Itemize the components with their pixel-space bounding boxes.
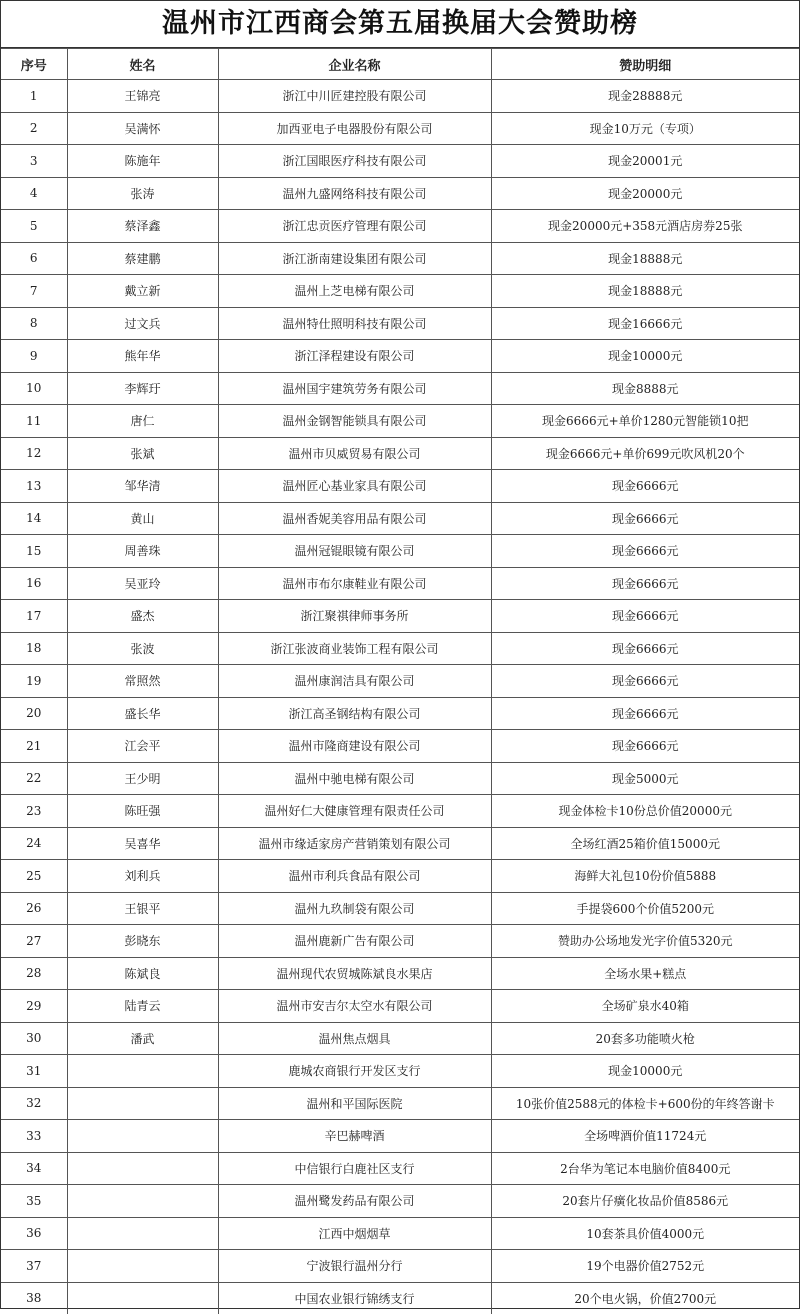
cell-detail: 现金10000元 xyxy=(491,1055,799,1088)
cell-company: 温州市缘适家房产营销策划有限公司 xyxy=(218,827,491,860)
cell-detail: 现金18888元 xyxy=(491,275,799,308)
cell-detail: 现金6666元 xyxy=(491,665,799,698)
cell-no: 26 xyxy=(1,892,67,925)
table-row xyxy=(1,340,799,373)
cell-company: 浙江忠贡医疗管理有限公司 xyxy=(218,210,491,243)
cell-no: 23 xyxy=(1,795,67,828)
table-row xyxy=(1,437,799,470)
table-row xyxy=(1,990,799,1023)
table-row xyxy=(1,242,799,275)
table-row xyxy=(1,860,799,893)
cell-name: 陈施年 xyxy=(67,145,218,178)
cell-detail: 现金6666元 xyxy=(491,632,799,665)
cell-name: 盛长华 xyxy=(67,697,218,730)
cell-name: 王银平 xyxy=(67,892,218,925)
cell-detail: 现金6666元 xyxy=(491,535,799,568)
cell-detail: 现金18888元 xyxy=(491,242,799,275)
cell-name: 蔡泽鑫 xyxy=(67,210,218,243)
cell-no: 38 xyxy=(1,1282,67,1314)
table-row xyxy=(1,892,799,925)
cell-no: 35 xyxy=(1,1185,67,1218)
cell-detail: 全场红酒25箱价值15000元 xyxy=(491,827,799,860)
table-row xyxy=(1,307,799,340)
table-row xyxy=(1,1250,799,1283)
cell-company: 温州特仕照明科技有限公司 xyxy=(218,307,491,340)
cell-detail: 全场水果+糕点 xyxy=(491,957,799,990)
cell-company: 浙江高圣钢结构有限公司 xyxy=(218,697,491,730)
cell-detail: 2台华为笔记本电脑价值8400元 xyxy=(491,1152,799,1185)
cell-detail: 现金6666元+单价699元吹风机20个 xyxy=(491,437,799,470)
cell-no: 17 xyxy=(1,600,67,633)
cell-no: 14 xyxy=(1,502,67,535)
cell-company: 温州国宇建筑劳务有限公司 xyxy=(218,372,491,405)
cell-detail: 全场啤酒价值11724元 xyxy=(491,1120,799,1153)
cell-name xyxy=(67,1185,218,1218)
cell-no: 13 xyxy=(1,470,67,503)
cell-detail: 现金20000元+358元酒店房券25张 xyxy=(491,210,799,243)
cell-company: 温州匠心基业家具有限公司 xyxy=(218,470,491,503)
cell-name: 邹华清 xyxy=(67,470,218,503)
table-row xyxy=(1,210,799,243)
column-header-no: 序号 xyxy=(1,49,67,80)
cell-detail: 全场矿泉水40箱 xyxy=(491,990,799,1023)
cell-detail: 10张价值2588元的体检卡+600份的年终答谢卡 xyxy=(491,1087,799,1120)
cell-company: 温州市利兵食品有限公司 xyxy=(218,860,491,893)
cell-company: 鹿城农商银行开发区支行 xyxy=(218,1055,491,1088)
cell-company: 温州现代农贸城陈斌良水果店 xyxy=(218,957,491,990)
table-row xyxy=(1,632,799,665)
cell-detail: 现金16666元 xyxy=(491,307,799,340)
cell-company: 浙江中川匠建控股有限公司 xyxy=(218,80,491,113)
cell-detail: 现金6666元 xyxy=(491,600,799,633)
cell-name: 吴亚玲 xyxy=(67,567,218,600)
cell-no: 7 xyxy=(1,275,67,308)
cell-no: 6 xyxy=(1,242,67,275)
cell-no: 15 xyxy=(1,535,67,568)
table-row xyxy=(1,372,799,405)
page-title: 温州市江西商会第五届换届大会赞助榜 xyxy=(1,1,799,48)
cell-no: 5 xyxy=(1,210,67,243)
cell-company: 温州和平国际医院 xyxy=(218,1087,491,1120)
cell-company: 浙江国眼医疗科技有限公司 xyxy=(218,145,491,178)
cell-name: 王锦亮 xyxy=(67,80,218,113)
cell-no: 12 xyxy=(1,437,67,470)
cell-company: 温州九玖制袋有限公司 xyxy=(218,892,491,925)
cell-detail: 现金20000元 xyxy=(491,177,799,210)
table-row xyxy=(1,697,799,730)
cell-detail: 现金6666元 xyxy=(491,567,799,600)
cell-detail: 海鲜大礼包10份价值5888 xyxy=(491,860,799,893)
cell-name xyxy=(67,1282,218,1314)
table-row xyxy=(1,502,799,535)
table-row xyxy=(1,1022,799,1055)
cell-company: 温州冠锟眼镜有限公司 xyxy=(218,535,491,568)
cell-no: 21 xyxy=(1,730,67,763)
cell-detail: 现金6666元 xyxy=(491,730,799,763)
cell-no: 33 xyxy=(1,1120,67,1153)
column-header-name: 姓名 xyxy=(67,49,218,80)
cell-name xyxy=(67,1087,218,1120)
cell-no: 2 xyxy=(1,112,67,145)
table-header-row xyxy=(1,49,799,80)
cell-company: 温州九盛网络科技有限公司 xyxy=(218,177,491,210)
cell-no: 8 xyxy=(1,307,67,340)
cell-company: 温州金钢智能锁具有限公司 xyxy=(218,405,491,438)
cell-detail: 19个电器价值2752元 xyxy=(491,1250,799,1283)
cell-company: 温州市隆商建设有限公司 xyxy=(218,730,491,763)
table-row xyxy=(1,145,799,178)
table-row xyxy=(1,405,799,438)
table-row xyxy=(1,535,799,568)
cell-no: 30 xyxy=(1,1022,67,1055)
cell-detail: 现金6666元+单价1280元智能锁10把 xyxy=(491,405,799,438)
cell-detail: 20套多功能喷火枪 xyxy=(491,1022,799,1055)
cell-name: 王少明 xyxy=(67,762,218,795)
cell-no: 27 xyxy=(1,925,67,958)
cell-detail: 现金5000元 xyxy=(491,762,799,795)
cell-no: 24 xyxy=(1,827,67,860)
cell-name: 陆青云 xyxy=(67,990,218,1023)
cell-name: 熊年华 xyxy=(67,340,218,373)
cell-detail: 现金6666元 xyxy=(491,470,799,503)
table-row xyxy=(1,665,799,698)
cell-name: 周善珠 xyxy=(67,535,218,568)
cell-company: 浙江聚祺律师事务所 xyxy=(218,600,491,633)
cell-detail: 现金10万元（专项） xyxy=(491,112,799,145)
cell-name: 黄山 xyxy=(67,502,218,535)
cell-company: 浙江张波商业装饰工程有限公司 xyxy=(218,632,491,665)
cell-detail: 现金体检卡10份总价值20000元 xyxy=(491,795,799,828)
column-header-detail: 赞助明细 xyxy=(491,49,799,80)
cell-name: 陈斌良 xyxy=(67,957,218,990)
cell-no: 10 xyxy=(1,372,67,405)
cell-name: 张波 xyxy=(67,632,218,665)
sponsor-table xyxy=(1,48,799,1314)
cell-detail: 现金28888元 xyxy=(491,80,799,113)
table-row xyxy=(1,762,799,795)
column-header-company: 企业名称 xyxy=(218,49,491,80)
cell-company: 温州市贝威贸易有限公司 xyxy=(218,437,491,470)
cell-company: 温州鹿新广告有限公司 xyxy=(218,925,491,958)
cell-no: 28 xyxy=(1,957,67,990)
table-row xyxy=(1,600,799,633)
cell-company: 温州中驰电梯有限公司 xyxy=(218,762,491,795)
cell-company: 温州上芝电梯有限公司 xyxy=(218,275,491,308)
cell-name xyxy=(67,1055,218,1088)
cell-company: 辛巴赫啤酒 xyxy=(218,1120,491,1153)
table-row xyxy=(1,925,799,958)
cell-name: 张涛 xyxy=(67,177,218,210)
cell-detail: 赞助办公场地发光字价值5320元 xyxy=(491,925,799,958)
cell-name xyxy=(67,1152,218,1185)
table-row xyxy=(1,1282,799,1314)
cell-no: 18 xyxy=(1,632,67,665)
cell-company: 中国农业银行锦绣支行 xyxy=(218,1282,491,1314)
table-row xyxy=(1,957,799,990)
cell-no: 29 xyxy=(1,990,67,1023)
cell-detail: 现金6666元 xyxy=(491,697,799,730)
table-row xyxy=(1,275,799,308)
cell-name: 盛杰 xyxy=(67,600,218,633)
cell-name: 常照然 xyxy=(67,665,218,698)
table-row xyxy=(1,1087,799,1120)
cell-no: 32 xyxy=(1,1087,67,1120)
table-row xyxy=(1,1185,799,1218)
table-row xyxy=(1,1055,799,1088)
cell-no: 1 xyxy=(1,80,67,113)
cell-no: 25 xyxy=(1,860,67,893)
cell-no: 37 xyxy=(1,1250,67,1283)
cell-company: 温州市布尔康鞋业有限公司 xyxy=(218,567,491,600)
cell-detail: 20套片仔癀化妆品价值8586元 xyxy=(491,1185,799,1218)
cell-detail: 现金6666元 xyxy=(491,502,799,535)
cell-name: 刘利兵 xyxy=(67,860,218,893)
cell-name: 过文兵 xyxy=(67,307,218,340)
cell-company: 宁波银行温州分行 xyxy=(218,1250,491,1283)
cell-no: 36 xyxy=(1,1217,67,1250)
cell-no: 3 xyxy=(1,145,67,178)
cell-detail: 现金8888元 xyxy=(491,372,799,405)
cell-company: 温州康润洁具有限公司 xyxy=(218,665,491,698)
cell-no: 22 xyxy=(1,762,67,795)
cell-company: 温州好仁大健康管理有限责任公司 xyxy=(218,795,491,828)
cell-name: 陈旺强 xyxy=(67,795,218,828)
cell-detail: 20个电火锅，价值2700元 xyxy=(491,1282,799,1314)
cell-company: 温州鹭发药品有限公司 xyxy=(218,1185,491,1218)
cell-company: 浙江浙南建设集团有限公司 xyxy=(218,242,491,275)
cell-name: 潘武 xyxy=(67,1022,218,1055)
cell-name: 江会平 xyxy=(67,730,218,763)
table-row xyxy=(1,177,799,210)
cell-name: 李辉玗 xyxy=(67,372,218,405)
cell-detail: 现金20001元 xyxy=(491,145,799,178)
cell-name: 张斌 xyxy=(67,437,218,470)
cell-name: 蔡建鹏 xyxy=(67,242,218,275)
table-row xyxy=(1,730,799,763)
cell-company: 江西中烟烟草 xyxy=(218,1217,491,1250)
cell-company: 温州市安吉尔太空水有限公司 xyxy=(218,990,491,1023)
table-row xyxy=(1,112,799,145)
cell-no: 34 xyxy=(1,1152,67,1185)
cell-company: 中信银行白鹿社区支行 xyxy=(218,1152,491,1185)
cell-name: 吴满怀 xyxy=(67,112,218,145)
cell-detail: 手提袋600个价值5200元 xyxy=(491,892,799,925)
cell-name: 唐仁 xyxy=(67,405,218,438)
cell-name: 戴立新 xyxy=(67,275,218,308)
cell-name xyxy=(67,1250,218,1283)
cell-no: 11 xyxy=(1,405,67,438)
table-body xyxy=(1,80,799,1314)
cell-name xyxy=(67,1217,218,1250)
cell-no: 20 xyxy=(1,697,67,730)
table-row xyxy=(1,795,799,828)
cell-company: 浙江泽程建设有限公司 xyxy=(218,340,491,373)
table-row xyxy=(1,827,799,860)
cell-no: 31 xyxy=(1,1055,67,1088)
cell-detail: 10套茶具价值4000元 xyxy=(491,1217,799,1250)
cell-company: 温州香妮美容用品有限公司 xyxy=(218,502,491,535)
cell-company: 温州焦点烟具 xyxy=(218,1022,491,1055)
cell-detail: 现金10000元 xyxy=(491,340,799,373)
cell-company: 加西亚电子电器股份有限公司 xyxy=(218,112,491,145)
table-row xyxy=(1,470,799,503)
table-row xyxy=(1,1152,799,1185)
cell-no: 19 xyxy=(1,665,67,698)
cell-no: 4 xyxy=(1,177,67,210)
table-row xyxy=(1,567,799,600)
table-row xyxy=(1,80,799,113)
table-row xyxy=(1,1217,799,1250)
table-row xyxy=(1,1120,799,1153)
cell-name: 彭晓东 xyxy=(67,925,218,958)
cell-name xyxy=(67,1120,218,1153)
cell-name: 吴喜华 xyxy=(67,827,218,860)
cell-no: 16 xyxy=(1,567,67,600)
cell-no: 9 xyxy=(1,340,67,373)
